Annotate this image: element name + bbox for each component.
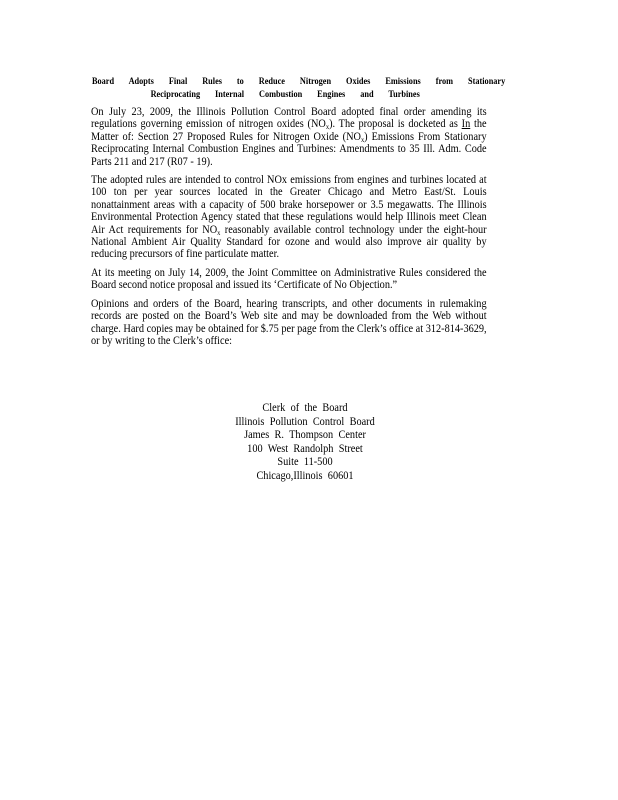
paragraph-1-text-a: On July 23, 2009, the Illinois Pollution Control Board adopted final order amending its regulations governing emission of nitrogen oxides (NO [91, 106, 487, 131]
paragraph-2-text-a: The adopted rules are intended to control NOx emissions from engines and turbines located at 100 ton per year sources located in the Greater Chicago and Metro East/St. Louis nonattainment areas with a capacity of 500 brake horsepower or 3.5 megawatts. The Illinois Environmental Protection Agency stated that these regulations would help Illinois meet Clean Air Act requirements for NO [91, 174, 487, 236]
address-line-2: Illinois Pollution Control Board [235, 415, 375, 428]
document-title [92, 75, 506, 101]
address-line-6: Chicago,Illinois 60601 [256, 469, 354, 482]
address-line-1: Clerk of the Board [262, 402, 348, 414]
clerk-address-block [162, 402, 447, 484]
paragraph-2 [91, 174, 487, 261]
subscript: x [217, 228, 221, 237]
paragraph-1 [91, 106, 487, 168]
paragraph-2-text-b: reasonably available control technology under the eight-hour National Ambient Air Quality Standard for ozone and would also improve air quality by reducing precursors of fine particulate matter. [91, 223, 487, 261]
title-line-2: Reciprocating Internal Combustion Engines and Turbines [150, 89, 420, 99]
address-line-3: James R. Thompson Center [244, 429, 366, 442]
subscript: x [360, 135, 365, 144]
address-line-4: 100 West Randolph Street [247, 442, 363, 455]
paragraph-3: At its meeting on July 14, 2009, the Joint Committee on Administrative Rules considered the Board second notice proposal and issued its ‘Certificate of No Objection.” [91, 266, 487, 292]
paragraph-1-text-d: ) Emissions From Stationary Reciprocating Internal Combustion Engines and Turbines: Amendments to 35 Ill. Adm. Code Parts 211 and 217 (R07 - 19). [91, 130, 487, 168]
paragraph-1-text-b: ). The proposal is docketed as [329, 118, 462, 131]
paragraph-4: Opinions and orders of the Board, hearing transcripts, and other documents in rulemaking records are posted on the Board’s Web site and may be downloaded from the Web without charge. Hard copies may be obtained for $.75 per page from the Clerk’s office at 312-814-3629, or by writing to the Clerk’s office: [91, 297, 487, 347]
address-line-5: Suite 11-500 [277, 456, 333, 469]
subscript: x [325, 123, 330, 132]
paragraph-1-text-c: the Matter of: Section 27 Proposed Rules for Nitrogen Oxide (NO [91, 118, 487, 143]
document-body [91, 106, 487, 353]
title-line-1: Board Adopts Final Rules to Reduce Nitrogen Oxides Emissions from Stationary [92, 76, 506, 86]
case-title-emphasis: In [461, 118, 471, 131]
